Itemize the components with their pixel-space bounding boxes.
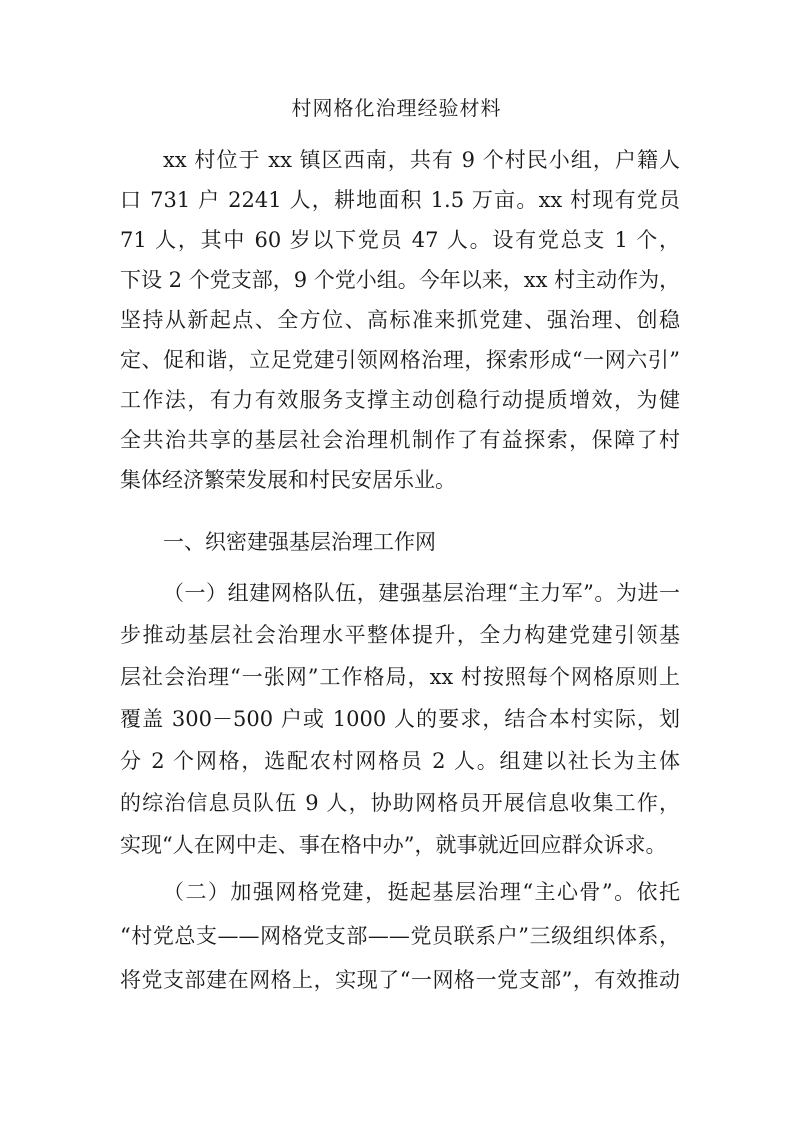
paragraph-line: 的综治信息员队伍 9 人，协助网格员开展信息收集工作，: [120, 791, 680, 815]
paragraph-line: 下设 2 个党支部，9 个党小组。今年以来，xx 村主动作为，: [120, 268, 681, 292]
paragraph-line: 工作法，有力有效服务支撑主动创稳行动提质增效，为健: [120, 388, 680, 412]
paragraph-line: xx 村位于 xx 镇区西南，共有 9 个村民小组，户籍人: [163, 148, 680, 172]
paragraph-line: 全共治共享的基层社会治理机制作了有益探索，保障了村: [120, 428, 680, 452]
paragraph-line: 口 731 户 2241 人，耕地面积 1.5 万亩。xx 村现有党员: [120, 188, 680, 212]
paragraph-line: “村党总支——网格党支部——党员联系户”三级组织体系，: [120, 924, 680, 948]
paragraph-line: 定、促和谐，立足党建引领网格治理，探索形成“一网六引”: [120, 348, 680, 372]
paragraph-line: （一）组建网格队伍，建强基层治理“主力军”。为进一: [163, 581, 680, 605]
paragraph-line: 将党支部建在网格上，实现了“一网格一党支部”，有效推动: [120, 968, 680, 992]
paragraph-line: （二）加强网格党建，挺起基层治理“主心骨”。依托: [163, 880, 680, 904]
section-heading: 一、织密建强基层治理工作网: [163, 530, 436, 554]
paragraph-line: 步推动基层社会治理水平整体提升，全力构建党建引领基: [120, 623, 680, 647]
document-title: 村网格化治理经验材料: [291, 96, 502, 120]
paragraph-line: 集体经济繁荣发展和村民安居乐业。: [120, 468, 456, 492]
paragraph-line: 71 人，其中 60 岁以下党员 47 人。设有党总支 1 个，: [120, 228, 680, 252]
paragraph-line: 实现“人在网中走、事在格中办”，就事就近回应群众诉求。: [120, 833, 667, 857]
paragraph-line: 坚持从新起点、全方位、高标准来抓党建、强治理、创稳: [120, 308, 680, 332]
paragraph-line: 覆盖 300－500 户或 1000 人的要求，结合本村实际，划: [120, 707, 680, 731]
paragraph-line: 层社会治理“一张网”工作格局，xx 村按照每个网格原则上: [120, 665, 680, 689]
paragraph-line: 分 2 个网格，选配农村网格员 2 人。组建以社长为主体: [120, 749, 680, 773]
